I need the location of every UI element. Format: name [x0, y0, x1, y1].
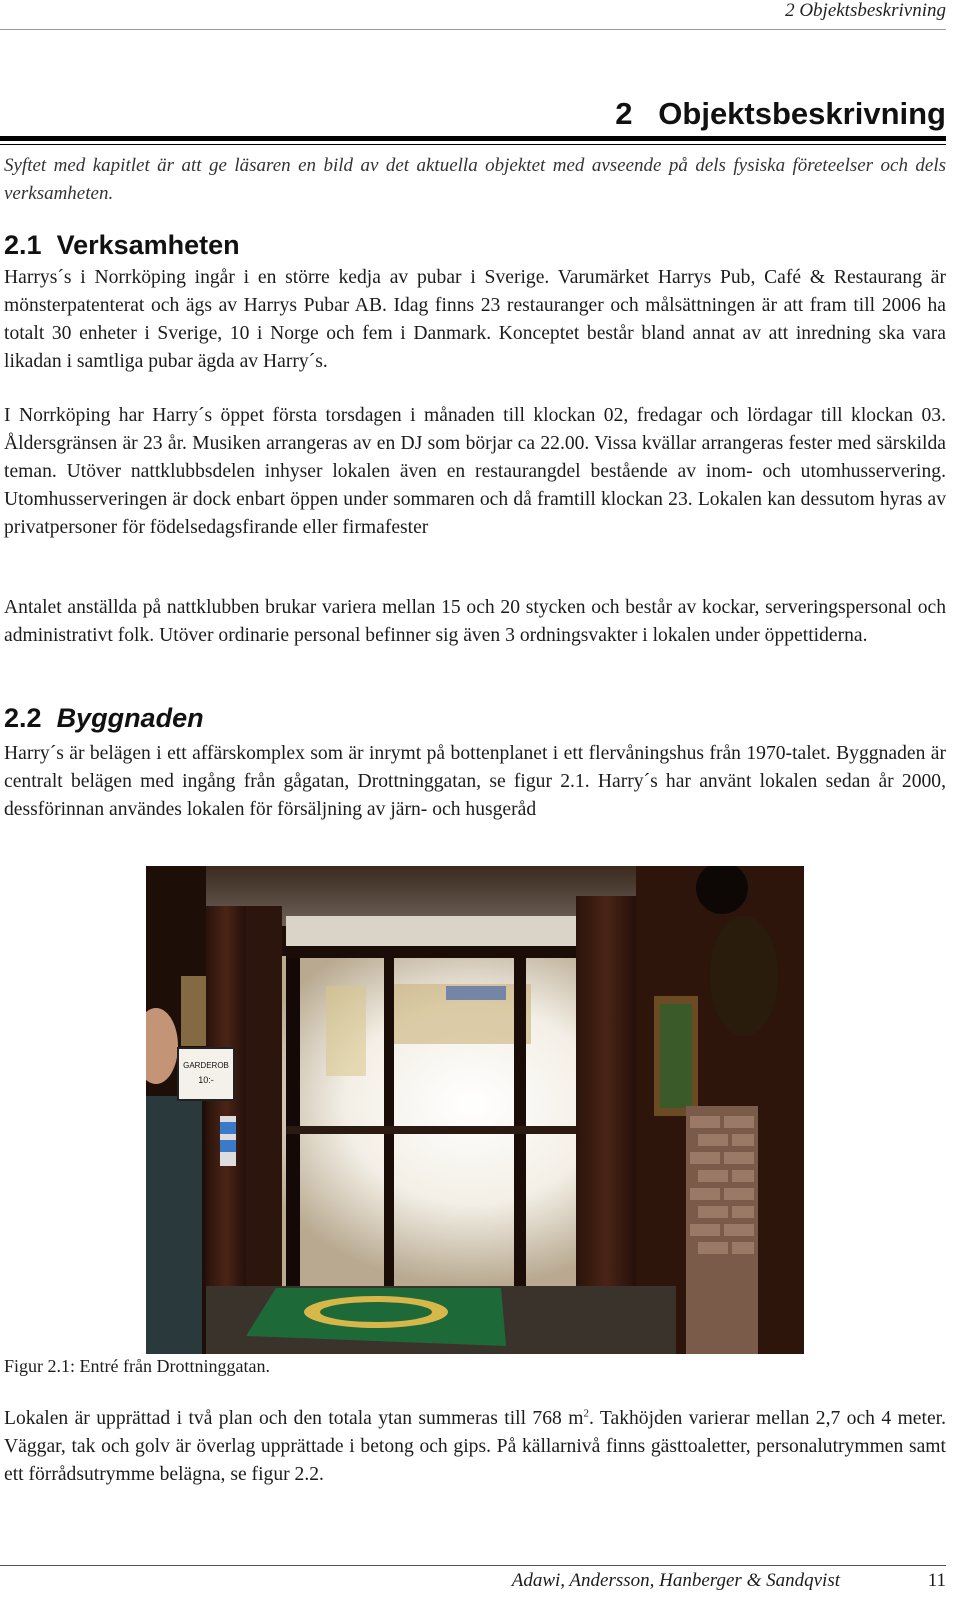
chapter-rule-thin	[0, 144, 946, 145]
footer-authors: Adawi, Andersson, Hanberger & Sandqvist	[511, 1570, 840, 1591]
closing-text-end: . Takhöjden varierar mellan 2,7 och 4 meter. Väggar, tak och golv är överlag upprättade i betong och gips. På källarnivå finns gästtoaletter, personalutrymmen samt ett förrådsutrymme belägna, se figur 2.2.	[4, 1408, 946, 1485]
sign-text: GARDEROB	[183, 1061, 229, 1070]
paragraph-staff: Antalet anställda på nattklubben brukar variera mellan 15 och 20 stycken och består av kockar, serveringspersonal och administrativt folk. Utöver ordinarie personal befinner sig även 3 ordningsvakter i lokalen under öppettiderna.	[4, 597, 946, 646]
paragraph-opening-hours: I Norrköping har Harry´s öppet första torsdagen i månaden till klockan 02, fredagar och lördagar till klockan 03. Åldersgränsen är 23 år. Musiken arrangeras av en DJ som börjar ca 22.00. Vissa kvällar arrangeras fester med särskilda teman. Utöver nattklubbsdelen inhyser lokalen även en restaurangdel bestående av inom- och utomhusservering. Utomhusserveringen är dock enbart öppen under sommaren och då framtill klockan 23. Lokalen kan dessutom hyras av privatpersoner för födelsedagsfirande eller firmafester	[4, 405, 946, 538]
closing-text-start: Lokalen är upprättad i två plan och den totala ytan summeras till 768 m	[4, 1408, 584, 1429]
running-header: 2 Objektsbeskrivning	[785, 0, 946, 21]
chapter-number: 2	[615, 96, 633, 131]
section-number: 2.1	[4, 230, 42, 260]
entrance-photo	[146, 866, 804, 1354]
footer-rule	[0, 1565, 946, 1566]
figure-caption: Figur 2.1: Entré från Drottninggatan.	[4, 1356, 270, 1376]
superscript: 2	[583, 1407, 589, 1420]
paragraph-building: Harry´s är belägen i ett affärskomplex som är inrymt på bottenplanet i ett flervåningshus från 1970-talet. Byggnaden är centralt belägen med ingång från gågatan, Drottninggatan, se figur 2.1. Harry´s har använt lokalen sedan år 2000, dessförinnan användes lokalen för försäljning av järn- och husgeråd	[4, 743, 946, 820]
page-number: 11	[927, 1570, 946, 1591]
paragraph-premises	[4, 1405, 946, 1489]
section-title: Verksamheten	[56, 230, 240, 260]
header-rule	[0, 29, 946, 30]
sign-price: 10:-	[198, 1075, 214, 1085]
chapter-title	[615, 96, 946, 132]
section-title: Byggnaden	[56, 703, 204, 733]
chapter-intro: Syftet med kapitlet är att ge läsaren en bild av det aktuella objektet med avseende på dels fysiska företeelser och dels verksamheten.	[4, 155, 946, 204]
section-number: 2.2	[4, 703, 42, 733]
section-heading-2-1	[4, 230, 240, 261]
chapter-rule-thick	[0, 136, 946, 141]
paragraph-company: Harrys´s i Norrköping ingår i en större kedja av pubar i Sverige. Varumärket Harrys Pub, Café & Restaurang är mönsterpatenterat och ägs av Harrys Pubar AB. Idag finns 23 restauranger och målsättningen är att fram till 2006 ha totalt 30 enheter i Sverige, 10 i Norge och fem i Danmark. Konceptet består bland annat av att inredning ska vara likadan i samtliga pubar ägda av Harry´s.	[4, 267, 946, 372]
chapter-title-text: Objektsbeskrivning	[658, 96, 946, 131]
section-heading-2-2	[4, 703, 204, 734]
